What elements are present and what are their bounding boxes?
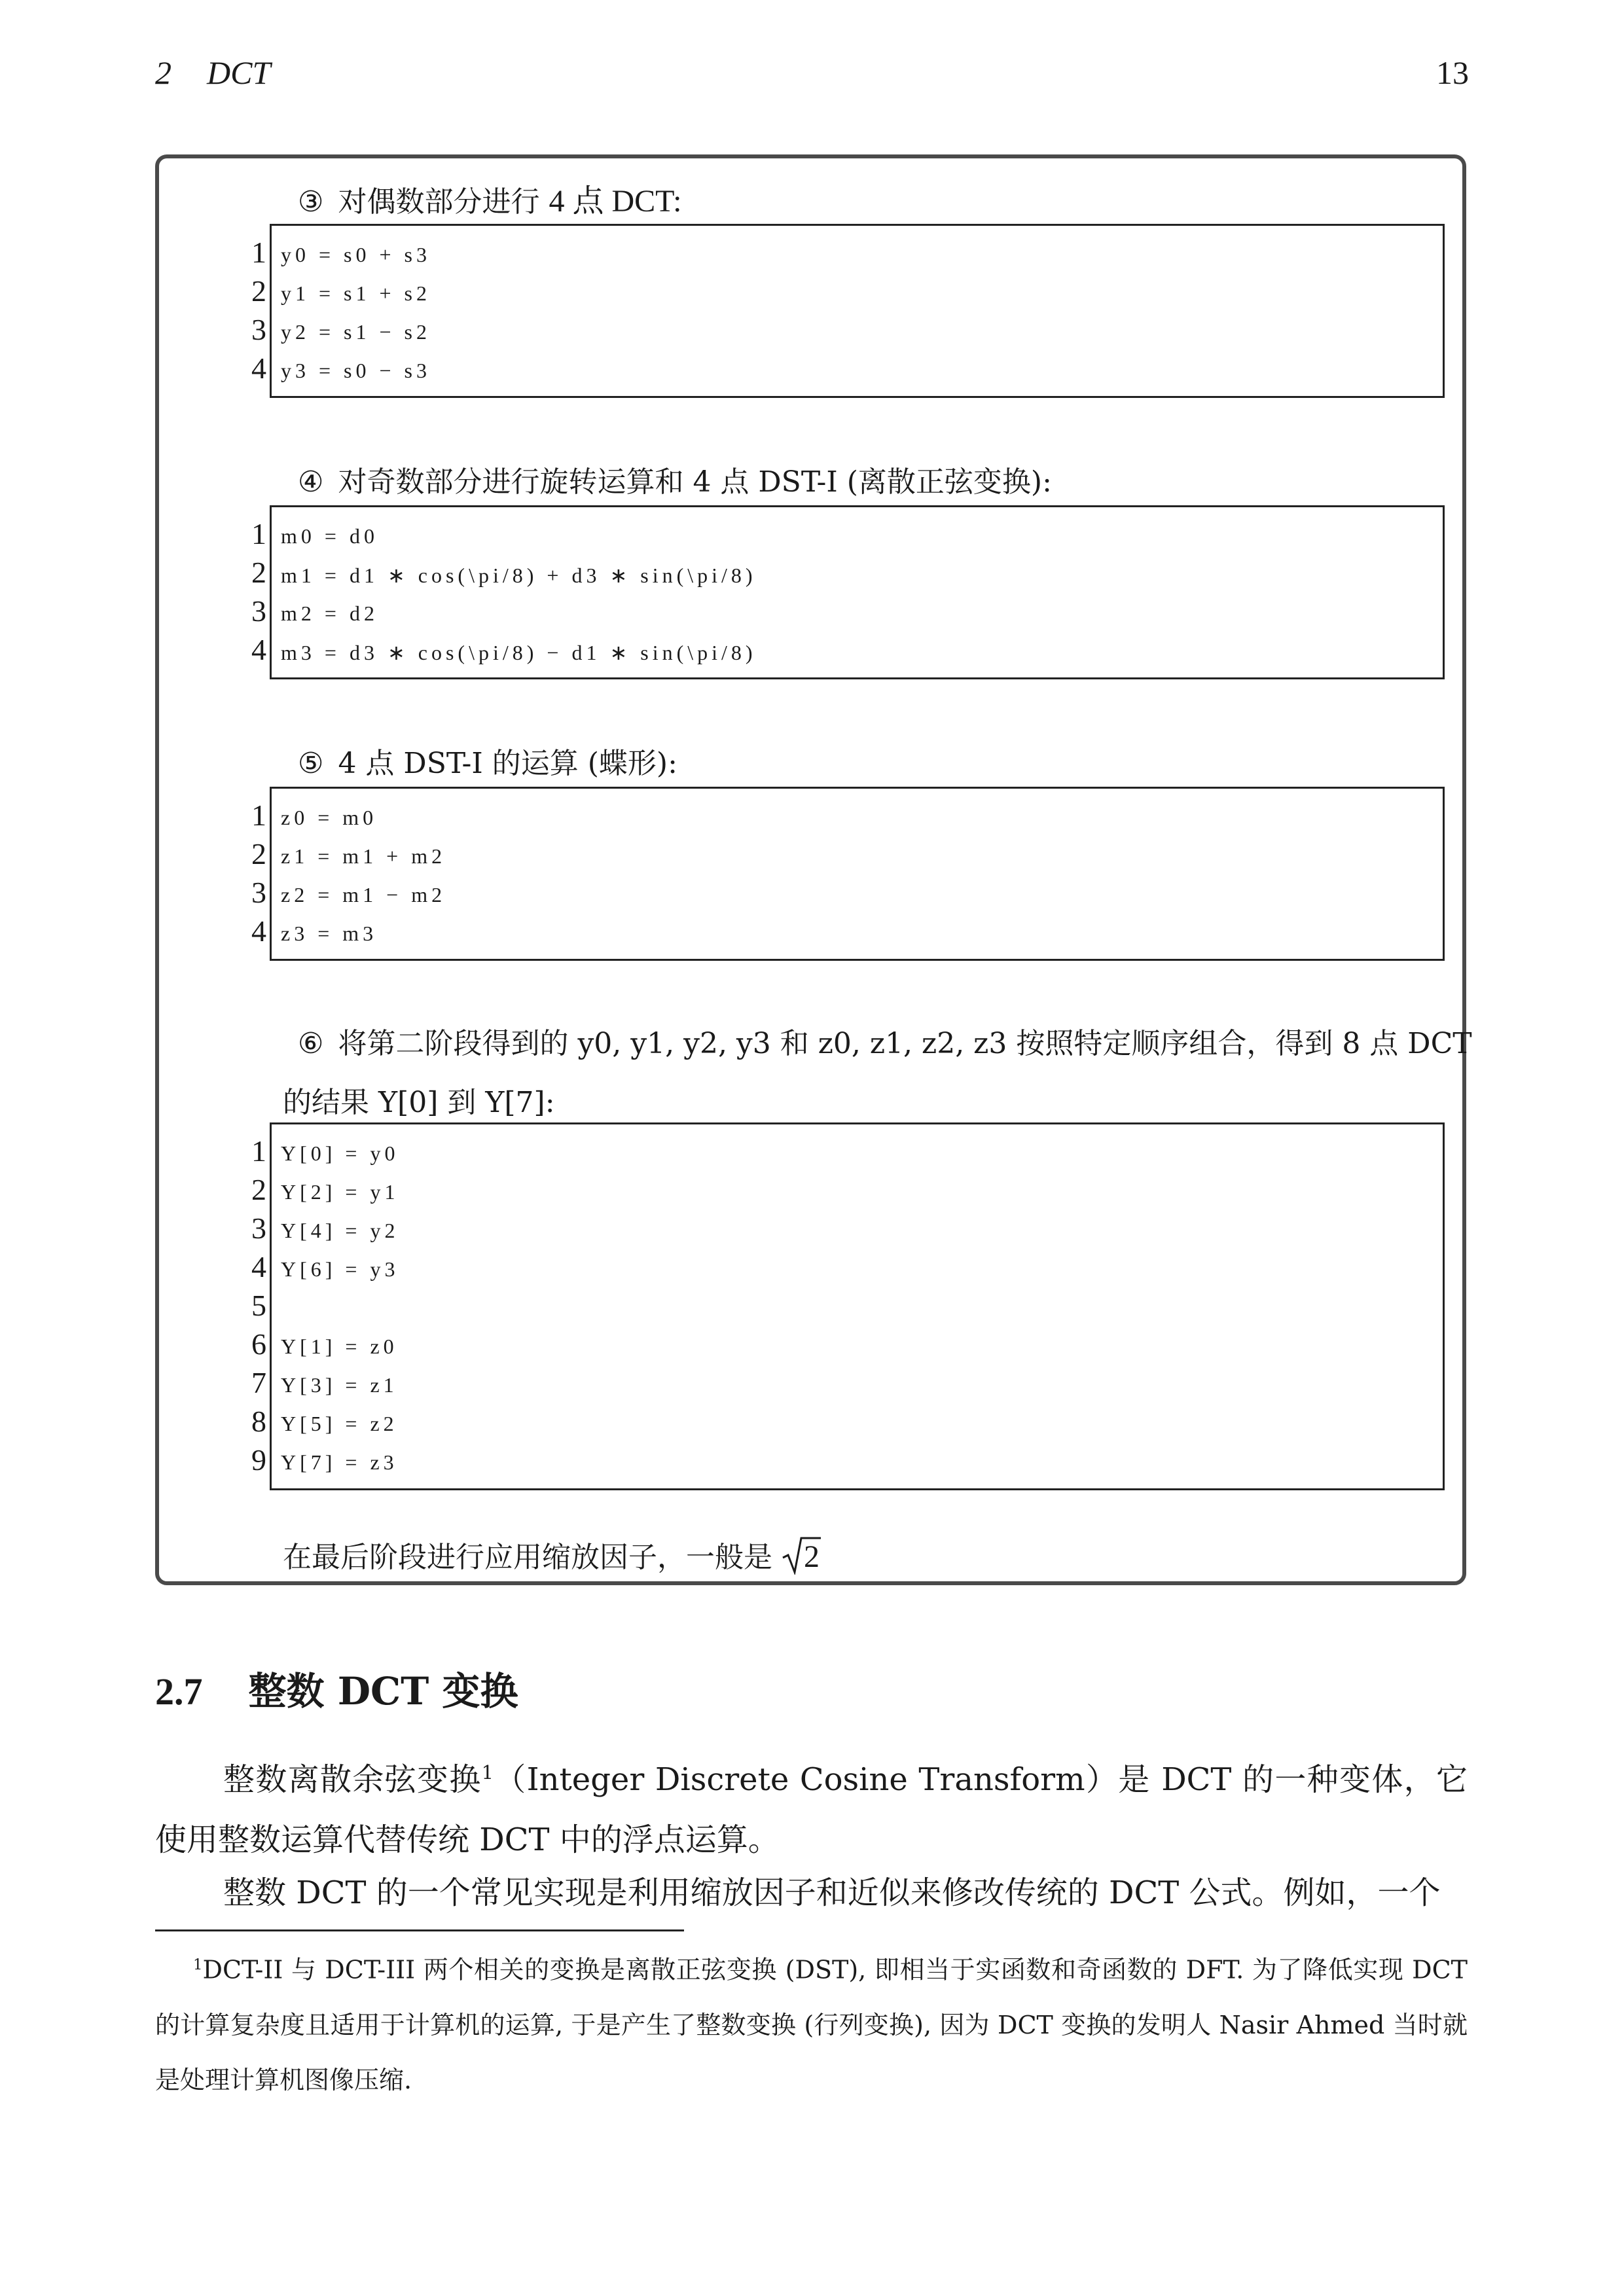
code-line: Y[2] = y1 (281, 1180, 399, 1204)
line-number: 8 (251, 1405, 266, 1438)
section-number: 2.7 (155, 1670, 203, 1713)
code-line: z3 = m3 (281, 922, 378, 945)
code-line: m3 = d3 ∗ cos(\pi/8) − d1 ∗ sin(\pi/8) (281, 641, 757, 664)
code-line: y0 = s0 + s3 (281, 243, 431, 266)
code-listing-step5 (251, 787, 1445, 961)
line-number: 5 (251, 1289, 266, 1322)
code-line: z1 = m1 + m2 (281, 844, 446, 868)
footnote-marker: 1 (193, 1956, 203, 1973)
line-number: 2 (251, 837, 266, 870)
section-heading (155, 1660, 518, 1715)
code-line: Y[3] = z1 (281, 1373, 398, 1397)
line-number: 2 (251, 556, 266, 589)
step-5-caption: ⑤ 4 点 DST-I 的运算 (蝶形): (298, 747, 677, 780)
code-line: Y[6] = y3 (281, 1257, 399, 1281)
code-line: z2 = m1 − m2 (281, 883, 446, 906)
paragraph-2: 整数 DCT 的一个常见实现是利用缩放因子和近似来修改传统的 DCT 公式。例如，一个 (223, 1874, 1441, 1911)
line-number: 6 (251, 1327, 266, 1361)
line-number: 7 (251, 1366, 266, 1399)
line-number: 3 (251, 1211, 266, 1245)
line-number: 4 (251, 633, 266, 666)
footnote-text: DCT-II 与 DCT-III 两个相关的变换是离散正弦变换 (DST), 即相当于实函数和奇函数的 DFT. 为了降低实现 DCT 的计算复杂度且适用于计算机的运算, 于是产生了整数变换 (行列变换), 因为 DCT 变换的发明人 Nasir Ahmed 当时就是处理计算机图像压缩. (155, 1955, 1468, 2094)
code-line: Y[5] = z2 (281, 1412, 398, 1435)
footnote-ref: 1 (481, 1761, 494, 1784)
step-6-caption-line2: 的结果 Y[0] 到 Y[7]: (283, 1086, 555, 1119)
step-4-caption: ④ 对奇数部分进行旋转运算和 4 点 DST-I (离散正弦变换): (298, 465, 1052, 499)
step-6-caption-line1: ⑥ 将第二阶段得到的 y0, y1, y2, y3 和 z0, z1, z2, z3 按照特定顺序组合，得到 8 点 DCT (298, 1027, 1472, 1060)
chapter-title: DCT (207, 54, 271, 91)
code-line: Y[0] = y0 (281, 1141, 399, 1165)
step-marker: ③ (298, 185, 324, 219)
line-number: 4 (251, 1250, 266, 1283)
line-number: 9 (251, 1443, 266, 1477)
line-number: 1 (251, 798, 266, 832)
step-3-caption: ③ 对偶数部分进行 4 点 DCT: (298, 184, 682, 219)
step-marker: ⑥ (298, 1027, 324, 1060)
code-listing-step4 (251, 505, 1445, 679)
final-note: 在最后阶段进行应用缩放因子，一般是 2 (283, 1534, 820, 1575)
section-title: 整数 DCT 变换 (248, 1669, 518, 1713)
line-number: 2 (251, 1173, 266, 1206)
code-line: m2 = d2 (281, 601, 378, 625)
code-line: y3 = s0 − s3 (281, 359, 431, 382)
chapter-number: 2 (155, 54, 171, 91)
code-line: Y[4] = y2 (281, 1219, 399, 1242)
code-line: Y[1] = z0 (281, 1335, 398, 1358)
step-marker: ⑤ (298, 747, 324, 780)
footnote (155, 1937, 1468, 2108)
code-line: m1 = d1 ∗ cos(\pi/8) + d3 ∗ sin(\pi/8) (281, 564, 757, 587)
line-number: 4 (251, 351, 266, 385)
step-marker: ④ (298, 465, 324, 499)
line-number: 1 (251, 1134, 266, 1168)
line-number: 3 (251, 876, 266, 909)
line-number: 4 (251, 914, 266, 948)
page-number: 13 (1436, 54, 1469, 91)
sqrt-radicand: 2 (804, 1539, 820, 1574)
code-line: Y[7] = z3 (281, 1450, 398, 1474)
line-number: 1 (251, 236, 266, 269)
line-number: 3 (251, 594, 266, 628)
code-line: m0 = d0 (281, 524, 378, 548)
line-number: 1 (251, 517, 266, 550)
line-number: 2 (251, 274, 266, 308)
code-line: z0 = m0 (281, 806, 378, 829)
running-header-chapter (155, 54, 270, 92)
footnote-rule (155, 1929, 684, 1931)
code-listing-step3 (251, 224, 1445, 398)
code-line: y1 = s1 + s2 (281, 281, 431, 305)
paragraph-1: 整数离散余弦变换$^1$（Integer Discrete Cosine Transform）是 DCT 的一种变体，它使用整数运算代替传统 DCT 中的浮点运算。 (155, 1761, 1468, 1858)
line-number: 3 (251, 313, 266, 346)
code-listing-step6 (251, 1122, 1445, 1490)
code-line: y2 = s1 − s2 (281, 320, 431, 344)
